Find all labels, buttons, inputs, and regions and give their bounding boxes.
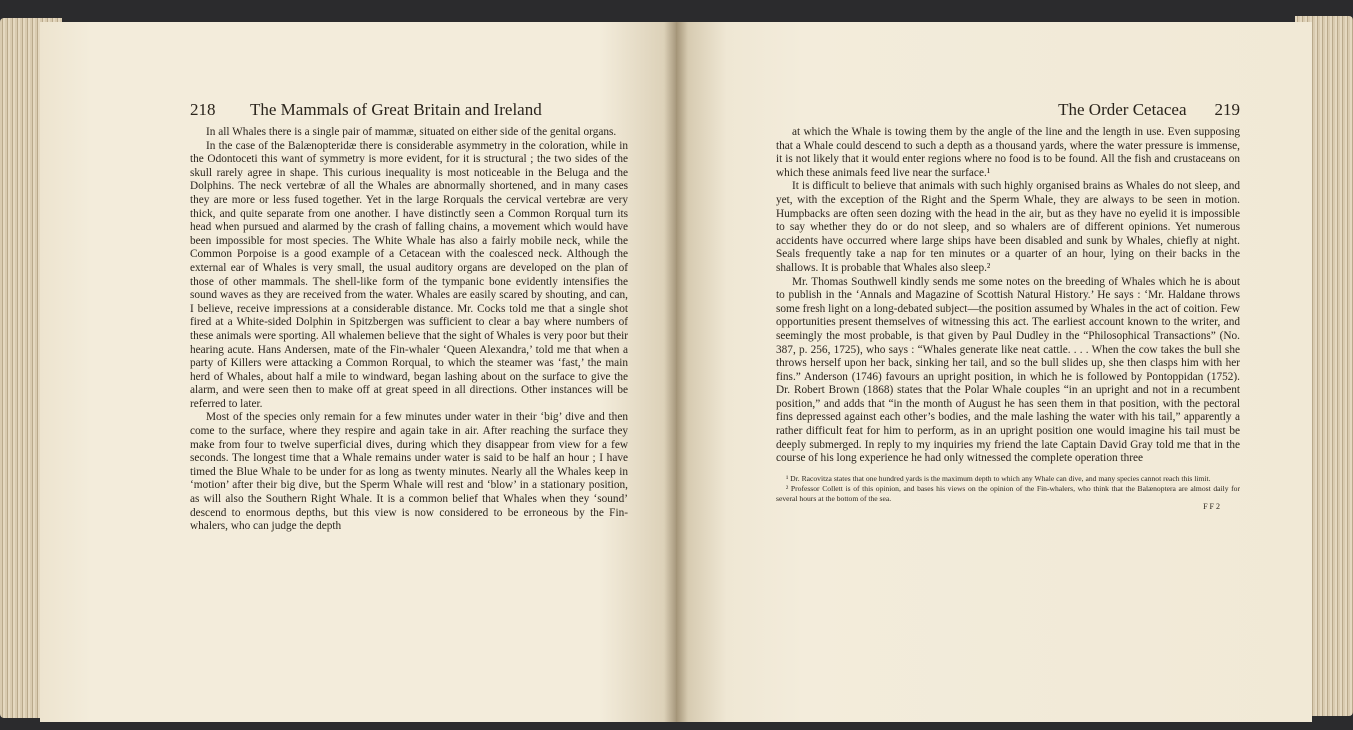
left-page xyxy=(40,22,676,722)
right-page-body xyxy=(776,126,1240,466)
right-paragraph: Mr. Thomas Southwell kindly sends me some notes on the breeding of Whales which he is about to publish in the ‘Annals and Magazine of Scottish Natural History.’ He says : ‘Mr. Haldane throws some fresh light on a long-debated subject—the position assumed by Whales in the act of coition. Few opportunities present themselves of witnessing this act. The earliest account known to the writer, and seemingly the most probable, is that given by Paul Dudley in the “Philosophical Transactions” (No. 387, p. 256, 1725), who says : “Whales generate like neat cattle. . . . When the cow takes the bull she throws herself upon her back, sinking her tail, and so the bull slides up, she then clasps him with her fins.” Anderson (1746) favours an upright position, in which he is followed by Pontoppidan (1752). Dr. Robert Brown (1868) states that the Polar Whale couples “in an upright and not in a recumbent position,” and adds that “in the month of August he has seen them in that position, with the pectoral fins depressed against each other’s bodies, and the male lashing the water with his tail,” apparently a rather difficult feat for him to perform, as in an upright position one would imagine his tail must be deeply submerged. In reply to my inquiries my friend the late Captain David Gray told me that in the course of his long experience he had only witnessed the complete operation three xyxy=(776,275,1240,465)
signature-mark: F F 2 xyxy=(1203,501,1220,511)
left-page-body xyxy=(190,126,628,534)
footnote: ² Professor Collett is of this opinion, and bases his views on the opinion of the Fin-whalers, who think that the Balænoptera are almost daily for several hours at the bottom of the sea. xyxy=(776,483,1240,503)
right-paragraph: at which the Whale is towing them by the angle of the line and the length in use. Even supposing that a Whale could descend to such a depth as a thousand yards, where the water pressure is immense, it is not likely that it would enter regions where no food is to be found. All the fish and crustaceans on which these animals feed live near the surface.¹ xyxy=(776,126,1240,179)
left-page-header xyxy=(190,100,628,120)
left-paragraph: Most of the species only remain for a few minutes under water in their ‘big’ dive and then come to the surface, where they respire and again take in air. After reaching the surface they make from four to twelve superficial dives, during which they disappear from view for a few seconds. The longest time that a Whale remains under water is said to be half an hour ; I have timed the Blue Whale to be under for as long as twenty minutes. Nearly all the Whales keep in ‘motion’ after their big dive, but the Sperm Whale will rest and ‘blow’ in a stationary position, as will also the Southern Right Whale. It is a common belief that Whales when they ‘sound’ descend to enormous depths, but this view is now considered to be erroneous by the Fin-whalers, who can judge the depth xyxy=(190,411,628,533)
left-paragraph: In all Whales there is a single pair of mammæ, situated on either side of the genital organs. xyxy=(206,126,617,138)
right-page-number: 219 xyxy=(1214,100,1240,119)
footnotes xyxy=(776,474,1240,504)
right-paragraph: It is difficult to believe that animals with such highly organised brains as Whales do not sleep, and yet, with the exception of the Right and the Sperm Whale, they are always to be seen in motion. Humpbacks are often seen dozing with the head in the air, but as they have no eyelid it is impossible to say whether they do or do not sleep, and so whalers are of different opinions. Yet numerous accidents have occurred where large ships have been disabled and sunk by Whales, chiefly at night. Seals frequently take a nap for ten minutes or a quarter of an hour, lying on their backs in the shallows. It is probable that Whales also sleep.² xyxy=(776,180,1240,274)
left-running-title: The Mammals of Great Britain and Ireland xyxy=(250,100,542,119)
left-paragraph: In the case of the Balænopteridæ there is considerable asymmetry in the coloration, while in the Odontoceti this want of symmetry is more evident, for it is structural ; the two sides of the skull rarely agree in shape. This curious inequality is most noticeable in the Beluga and the Dolphins. The neck vertebræ of all the Whales are abnormally shortened, and in many cases they are more or less fused together. Yet in the large Rorquals the cervical vertebræ are very thick, and quite separate from one another. I have distinctly seen a Common Rorqual turn its head when pursued and alarmed by the crash of falling chains, a movement which would have been impossible for most species. The White Whale has also a fairly mobile neck, while the Common Porpoise is a good example of a Cetacean with the coalesced neck. Although the external ear of Whales is very small, the usual auditory organs are developed on the plan of those of other mammals. The shell-like form of the tympanic bone evidently intensifies the sound waves as they are received from the water. Whales are easily scared by shouting, and can, I believe, receive impressions at a considerable distance. Mr. Cocks told me that a single shot fired at a White-sided Dolphin in Spitzbergen was sufficient to clear a bay where numbers of these animals were sporting. All whalemen believe that the sight of Whales is very poor but their hearing acute. Hans Andersen, mate of the Fin-whaler ‘Queen Alexandra,’ told me that when a party of Killers were attacking a Common Rorqual, to which the steamer was ‘fast,’ the main herd of Whales, about half a mile to windward, began lashing about on the surface to give the alarm, and were seen then to make off at great speed in all directions. Other instances will be referred to later. xyxy=(190,139,628,410)
right-page-header xyxy=(776,100,1240,120)
book-gutter xyxy=(664,22,688,722)
footnote: ¹ Dr. Racovitza states that one hundred yards is the maximum depth to which any Whale can dive, and many species cannot reach this limit. xyxy=(786,473,1211,483)
left-page-number: 218 xyxy=(190,100,216,119)
right-page xyxy=(676,22,1312,722)
right-running-title: The Order Cetacea xyxy=(1058,100,1187,119)
